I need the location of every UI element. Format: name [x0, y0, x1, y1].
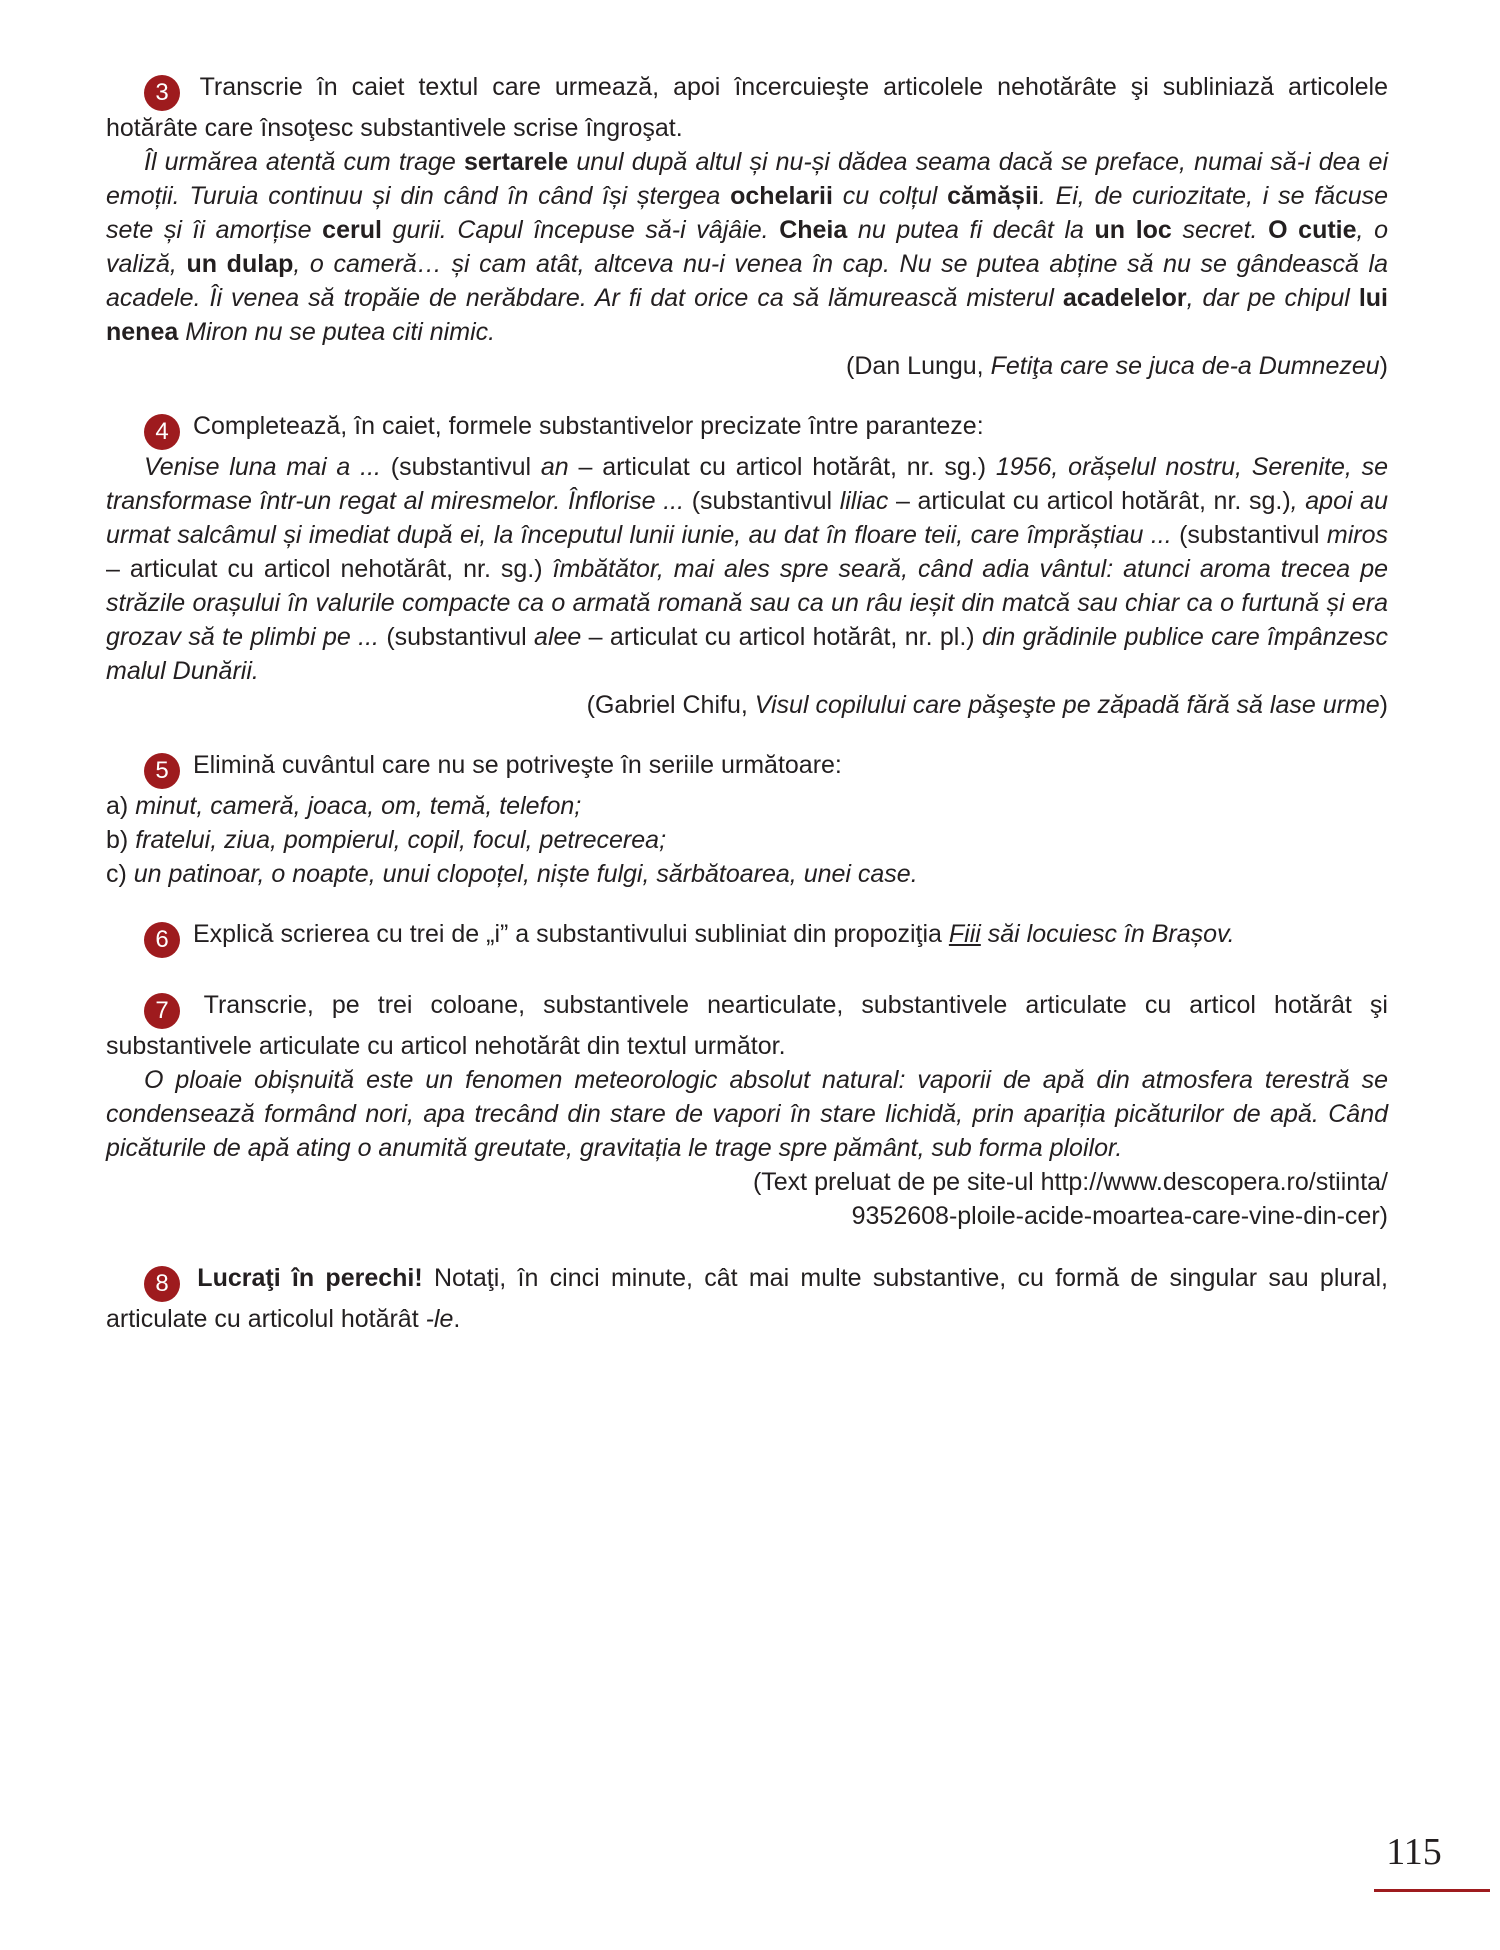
literary-passage: O ploaie obișnuită este un fenomen meteorologic absolut natural: vaporii de apă din atmosfera terestră se condensează formând nori, apa trecând din stare de vapori în stare lichidă, prin apariția picăturilor de apă. Când picăturile de apă ating o anumită greutate, gravitația le trage spre pământ, sub forma ploilor.	[106, 1066, 1388, 1162]
citation-author: (Dan Lungu,	[846, 352, 991, 380]
literary-passage	[106, 450, 1388, 688]
exercise-number-badge: 8	[144, 1266, 180, 1302]
bold-noun: O cutie	[1268, 216, 1357, 244]
instruction-text: Transcrie în caiet textul care urmează, apoi încercuieşte articolele nehotărâte şi subliniază articolele hotărâte care însoţesc substantivele scrise îngroşat.	[106, 73, 1389, 142]
hint-text: – articulat cu articol hotărât, nr. sg.)	[568, 453, 987, 481]
item-label: b)	[106, 826, 136, 854]
item-label: a)	[106, 792, 136, 820]
exercise-number-badge: 7	[144, 993, 180, 1029]
exercise-6	[106, 917, 1388, 958]
passage-text: secret.	[1171, 216, 1269, 244]
exercise-5-instruction	[106, 748, 1388, 789]
exercise-number-badge: 6	[144, 922, 180, 958]
exercise-number-badge: 3	[144, 75, 180, 111]
page-content	[106, 70, 1388, 1366]
passage-text: gurii. Capul începuse să-i vâjâie.	[381, 216, 780, 244]
passage-text: unul după altul și nu-și dădea seama dacă se preface, numai să-i dea ei emoții. Turuia continuu și din când în când își ștergea	[106, 148, 1388, 210]
instruction-text: Notaţi, în cinci minute, cât mai multe substantive, cu formă de singular sau plural, articulate cu articolul hotărât	[106, 1264, 1389, 1333]
hint-noun: alee	[534, 623, 582, 651]
sentence-rest: săi locuiesc în Brașov.	[980, 920, 1235, 948]
passage-text: , dar pe chipul	[1186, 284, 1359, 312]
instruction-text: Transcrie, pe trei coloane, substantivele nearticulate, substantivele articulate cu articol hotărât şi substantivele articulate cu articol nehotărât din textul următor.	[106, 991, 1388, 1060]
hint-noun: an	[540, 453, 569, 481]
citation-title: Visul copilului care păşeşte pe zăpadă fără să lase urme	[754, 691, 1380, 719]
item-text: fratelui, ziua, pompierul, copil, focul, petrecerea;	[135, 826, 667, 854]
item-label: c)	[106, 860, 134, 888]
hint-text: – articulat cu articol nehotărât, nr. sg.)	[106, 555, 543, 583]
hint-text: (substantivul	[1179, 521, 1327, 549]
passage-text: , apoi au urmat salcâmul și imediat după ei, la începutul lunii iunie, au dat în floare teii, care împrăștiau ...	[106, 487, 1388, 549]
hint-text: – articulat cu articol hotărât, nr. sg.)	[888, 487, 1291, 515]
item-text: minut, cameră, joaca, om, temă, telefon;	[135, 792, 582, 820]
exercise-number-badge: 4	[144, 414, 180, 450]
instruction-text: Completează, în caiet, formele substantivelor precizate între paranteze:	[192, 412, 984, 440]
citation-end: )	[1379, 691, 1388, 719]
passage-text: , o valiză,	[106, 216, 1389, 278]
hint-text: – articulat cu articol hotărât, nr. pl.)	[581, 623, 975, 651]
bold-noun: lui nenea	[106, 284, 1388, 346]
bold-noun: un loc	[1094, 216, 1172, 244]
exercise-4-instruction	[106, 409, 1388, 450]
bold-noun: sertarele	[463, 148, 569, 176]
bold-noun: Cheia	[779, 216, 848, 244]
exercise-8	[106, 1261, 1388, 1336]
hint-noun: miros	[1326, 521, 1388, 549]
page-number: 115	[1386, 1831, 1442, 1873]
passage-text: cu colțul	[832, 182, 948, 210]
series-item-c	[106, 857, 1388, 891]
hint-text: (substantivul	[390, 453, 541, 481]
series-item-b	[106, 823, 1388, 857]
bold-noun: acadelelor	[1062, 284, 1187, 312]
bold-noun: cerul	[322, 216, 382, 244]
passage-text: Venise luna mai a ...	[144, 453, 391, 481]
bold-noun: un dulap	[186, 250, 294, 278]
source-citation-line-1: (Text preluat de pe site-ul http://www.descopera.ro/stiinta/	[752, 1168, 1388, 1196]
hint-text: (substantivul	[691, 487, 840, 515]
citation-title: Fetiţa care se juca de-a Dumnezeu	[990, 352, 1380, 380]
page-number-underline	[1374, 1889, 1490, 1892]
passage-text: îmbătător, mai ales spre seară, când adia vântul: atunci aroma trecea pe străzile orașului în valurile compacte ca o armată romană sau ca un râu ieșit din matcă sau chiar ca o furtună și era grozav să te plimbi pe ...	[106, 555, 1389, 651]
article-suffix: -le	[425, 1305, 454, 1333]
citation-end: )	[1379, 352, 1388, 380]
passage-text: Îl urmărea atentă cum trage	[144, 148, 464, 176]
hint-text: (substantivul	[386, 623, 535, 651]
source-citation	[106, 349, 1388, 383]
passage-text: , o cameră… și cam atât, altceva nu-i venea în cap. Nu se putea abține să nu se gândească la acadele. Îi venea să tropăie de nerăbdare. Ar fi dat orice ca să lămurească misterul	[106, 250, 1389, 312]
item-text: un patinoar, o noapte, unui clopoțel, niște fulgi, sărbătoarea, unei case.	[133, 860, 918, 888]
instruction-end: .	[453, 1305, 461, 1333]
source-citation	[106, 688, 1388, 722]
exercise-4	[106, 409, 1388, 722]
bold-noun: ochelarii	[730, 182, 833, 210]
exercise-7	[106, 988, 1388, 1233]
exercise-3-instruction	[106, 70, 1388, 145]
exercise-7-instruction	[106, 988, 1388, 1063]
literary-passage	[106, 145, 1388, 349]
bold-noun: cămășii	[947, 182, 1039, 210]
underlined-word: Fiii	[948, 920, 981, 948]
exercise-6-instruction	[106, 917, 1388, 958]
exercise-number-badge: 5	[144, 753, 180, 789]
passage-text: 1956, orășelul nostru, Serenite, se transformase într-un regat al miresmelor. Înflorise ...	[106, 453, 1388, 515]
passage-text: . Ei, de curiozitate, i se făcuse sete și îi amorțise	[106, 182, 1389, 244]
passage-text: Miron nu se putea citi nimic.	[178, 318, 496, 346]
pair-work-label: Lucraţi în perechi!	[197, 1264, 423, 1292]
series-item-a	[106, 789, 1388, 823]
passage-text: din grădinile publice care împânzesc malul Dunării.	[106, 623, 1388, 685]
instruction-text: Explică scrierea cu trei de „i” a substantivului subliniat din propoziţia	[192, 920, 949, 948]
instruction-text: Elimină cuvântul care nu se potriveşte în seriile următoare:	[192, 751, 842, 779]
passage-text: nu putea fi decât la	[847, 216, 1095, 244]
exercise-5	[106, 748, 1388, 891]
exercise-8-instruction	[106, 1261, 1388, 1336]
exercise-3	[106, 70, 1388, 383]
hint-noun: liliac	[839, 487, 889, 515]
citation-author: (Gabriel Chifu,	[586, 691, 755, 719]
source-citation-line-2: 9352608-ploile-acide-moartea-care-vine-din-cer)	[851, 1202, 1388, 1230]
